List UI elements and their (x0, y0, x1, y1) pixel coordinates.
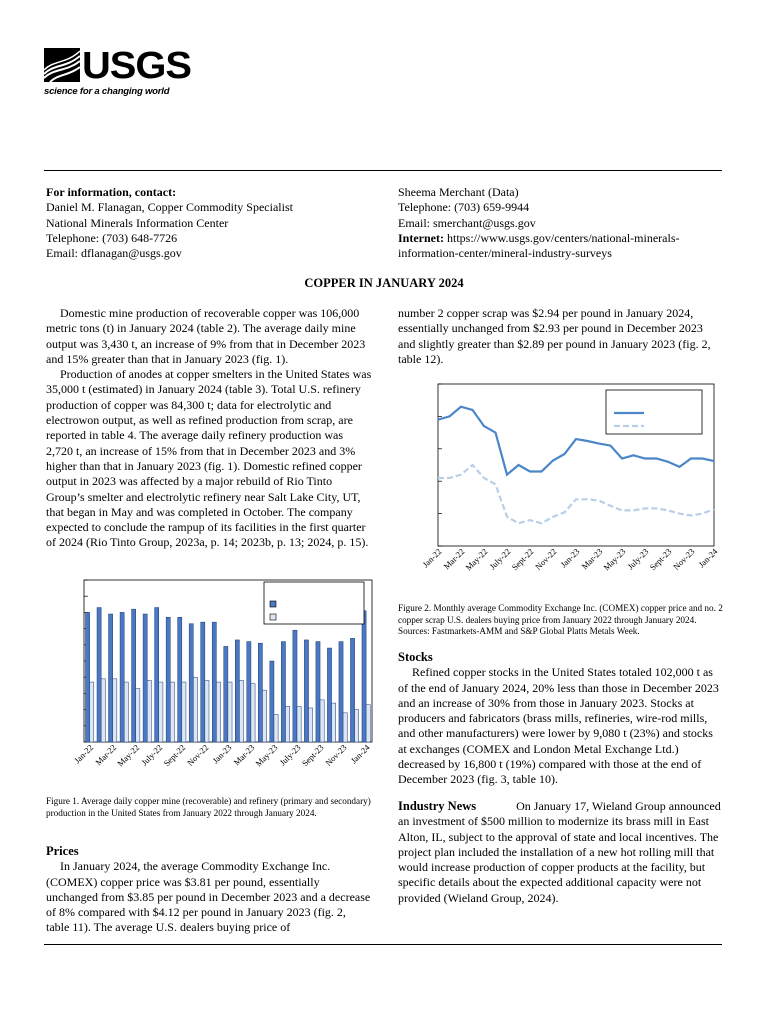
stocks-heading: Stocks (398, 650, 433, 664)
fig2-x-tick-label: May-22 (463, 546, 490, 573)
fig1-x-tick-label: Nov-22 (184, 742, 211, 768)
fig1-x-tick-label: Nov-23 (323, 742, 349, 768)
fig1-x-tick-label: Mar-22 (93, 742, 119, 768)
fig1-bar-refinery (355, 710, 359, 742)
fig1-bar-mine (316, 642, 320, 742)
industry-news-lead: On January 17, Wieland Group announced (516, 799, 721, 813)
logo-tagline: science for a changing world (44, 86, 170, 97)
data-contact-phone: Telephone: (703) 659-9944 (398, 200, 530, 215)
fig1-bar-refinery (113, 679, 117, 742)
fig1-x-tick-label: July-23 (277, 742, 303, 768)
fig1-bar-mine (178, 617, 182, 742)
fig1-x-tick-label: May-23 (253, 742, 280, 769)
fig2-x-tick-label: Nov-23 (670, 546, 697, 572)
fig1-bar-mine (362, 611, 366, 742)
fig1-bar-mine (258, 643, 262, 742)
fig1-bar-mine (132, 609, 136, 742)
fig2-x-tick-label: July-23 (625, 546, 651, 572)
stocks-paragraph: Refined copper stocks in the United States totaled 102,000 t as of the end of January 2024, 20% less than those in December 2023 and an increase of 30% from those in January 2023. Stocks at producers and fabricators (brass mills, refineries, wire-rod mills, and other manufacturers) were lower by 9,080 t (23%) and stocks at exchanges (COMEX and London Metal Exchange Ltd.) decreased by 16,800 t (19%) compared with those at the end of December 2023 (fig. 3, table 10). (398, 665, 719, 787)
industry-news-section (398, 799, 723, 906)
fig1-legend-mine-swatch (270, 601, 276, 607)
figure-2-chart (398, 376, 728, 596)
fig2-x-tick-label: May-23 (601, 546, 628, 573)
fig1-bar-refinery (170, 682, 174, 742)
industry-news-paragraph: an investment of $500 million to modernize its brass mill in East Alton, IL, subject to the approval of state and local incentives. The project plan included the installation of a new hot rolling mill that would increase production of copper products at the facility, but specific details about the expected additional capacity were not provided (Wieland Group, 2024). (398, 814, 719, 905)
fig1-bar-refinery (320, 700, 324, 742)
contact-heading: For information, contact: (46, 185, 177, 199)
data-contact-name: Sheema Merchant (Data) (398, 185, 519, 199)
fig1-bar-refinery (262, 690, 266, 742)
fig1-bar-refinery (136, 689, 140, 742)
industry-news-heading: Industry News (398, 799, 477, 813)
prices-paragraph: In January 2024, the average Commodity Exchange Inc. (COMEX) copper price was $3.81 per pound, essentially unchanged from $3.85 per pound in December 2023 and a decrease of 8% compared with $4.12 per pound in January 2023 (fig. 2, table 11). The average U.S. dealers buying price of (46, 859, 371, 935)
fig1-x-tick-label: May-22 (115, 742, 142, 769)
data-contact-email[interactable]: Email: smerchant@usgs.gov (398, 215, 536, 230)
fig1-bar-mine (247, 642, 251, 742)
fig1-bar-mine (339, 642, 343, 742)
right-column-text (398, 306, 723, 367)
fig1-bar-refinery (147, 680, 151, 742)
fig1-bar-refinery (285, 706, 289, 742)
fig2-x-labels (420, 546, 720, 573)
fig1-bar-mine (281, 642, 285, 742)
internet-link-2[interactable]: information-center/mineral-industry-surveys (398, 246, 612, 261)
fig2-x-tick-label: Nov-22 (532, 546, 559, 572)
fig2-x-tick-label: Mar-22 (441, 546, 467, 572)
fig1-bar-refinery (216, 682, 220, 742)
prices-heading: Prices (46, 844, 79, 858)
fig1-bar-mine (120, 612, 124, 742)
fig1-bar-refinery (90, 682, 94, 742)
fig1-bar-refinery (297, 706, 301, 742)
fig1-bar-mine (293, 630, 297, 742)
fig1-bar-refinery (309, 708, 313, 742)
fig2-x-tick-label: July-22 (487, 546, 513, 572)
page-title: COPPER IN JANUARY 2024 (304, 276, 464, 290)
fig1-bar-refinery (193, 677, 197, 742)
contact-block (46, 185, 386, 261)
fig1-bar-mine (189, 624, 193, 742)
usgs-logo (44, 46, 194, 100)
data-contact-block (398, 185, 728, 261)
contact-phone: Telephone: (703) 648-7726 (46, 230, 178, 245)
fig1-x-tick-label: Jan-24 (348, 742, 372, 766)
fig1-bar-mine (212, 622, 216, 742)
smelter-refinery-paragraph: Production of anodes at copper smelters in the United States was 35,000 t (estimated) in January 2024 (table 3). Total U.S. refinery production of copper was 84,300 t; data for electrolytic and electrowon output, as well as refined production from scrap, are reported in table 4. The average daily refinery production was 2,720 t, an increase of 15% from that in December 2023 and 3% higher than that in January 2023 (fig. 1). Domestic refined copper output in 2023 was affected by a major rebuild of Rio Tinto Group’s smelter and electrolytic refinery near Salt Lake City, UT, that began in May and was completed in October. The company expected to conclude the rampup of its facilities in the first quarter of 2024 (Rio Tinto Group, 2023a, p. 14; 2023b, p. 13; 2024, p. 15). (46, 367, 372, 550)
fig1-bar-refinery (182, 682, 186, 742)
fig1-bar-mine (327, 648, 331, 742)
fig1-legend-refinery-swatch (270, 614, 276, 620)
contact-org: National Minerals Information Center (46, 215, 229, 230)
fig1-bar-mine (86, 612, 90, 742)
fig1-x-tick-label: Mar-23 (231, 742, 257, 768)
fig1-bar-mine (304, 640, 308, 742)
fig1-bar-refinery (366, 705, 370, 742)
internet-label: Internet: (398, 230, 444, 245)
fig1-x-labels (72, 742, 372, 769)
fig1-bar-mine (155, 608, 159, 742)
fig1-bar-mine (109, 614, 113, 742)
fig1-x-tick-label: Sept-22 (161, 742, 188, 769)
fig1-bar-refinery (124, 682, 128, 742)
fig2-x-tick-label: Sept-22 (509, 546, 536, 573)
fig2-x-tick-label: Mar-23 (579, 546, 605, 572)
internet-link-1[interactable]: https://www.usgs.gov/centers/national-minerals- (443, 230, 680, 245)
fig2-x-tick-label: Jan-23 (558, 546, 582, 570)
fig1-bar-mine (201, 622, 205, 742)
fig1-bar-mine (97, 608, 101, 742)
fig1-bar-mine (166, 617, 170, 742)
fig1-bar-mine (270, 661, 274, 742)
fig1-x-tick-label: Jan-23 (210, 742, 234, 766)
fig2-x-tick-label: Jan-22 (420, 546, 444, 570)
figure-2-caption: Figure 2. Monthly average Commodity Exchange Inc. (COMEX) copper price and no. 2 copper scrap U.S. dealers buying price from January 2022 through January 2024. Sources: Fastmarkets-AMM and S&P Global Platts Metals Week. (398, 603, 723, 636)
scrap-price-paragraph: number 2 copper scrap was $2.94 per pound in January 2024, essentially unchanged from $2.93 per pound in December 2023 and slightly greater than $2.89 per pound in January 2023 (fig. 2, table 12). (398, 306, 711, 366)
prices-section (46, 844, 372, 936)
fig1-x-tick-label: July-22 (139, 742, 165, 768)
fig1-bar-refinery (159, 682, 163, 742)
fig1-x-tick-label: Sept-23 (299, 742, 326, 769)
bottom-rule (44, 944, 722, 945)
fig1-bar-mine (350, 638, 354, 742)
fig1-legend (264, 582, 364, 624)
usgs-wave-icon (44, 48, 80, 82)
stocks-section (398, 650, 723, 788)
fig1-bar-refinery (239, 680, 243, 742)
fig1-bar-mine (235, 640, 239, 742)
fig1-bar-refinery (251, 684, 255, 742)
top-rule (44, 170, 722, 171)
fig1-bar-refinery (205, 680, 209, 742)
fig1-bar-refinery (332, 703, 336, 742)
fig1-bar-refinery (228, 682, 232, 742)
figure-1-caption: Figure 1. Average daily copper mine (recoverable) and refinery (primary and secondary) production in the United States from January 2022 through January 2024. (46, 796, 371, 818)
fig2-x-tick-label: Jan-24 (696, 546, 720, 570)
fig1-bar-refinery (101, 679, 105, 742)
fig2-x-tick-label: Sept-23 (647, 546, 674, 573)
fig1-bar-mine (224, 646, 228, 742)
fig1-x-tick-label: Jan-22 (72, 742, 96, 766)
fig1-bar-mine (143, 614, 147, 742)
figure-1-chart (46, 576, 376, 792)
mine-production-paragraph: Domestic mine production of recoverable copper was 106,000 metric tons (t) in January 2024 (table 2). The average daily mine output was 3,430 t, an increase of 9% from that in December 2023 and 15% greater than that in January 2023 (fig. 1). (46, 306, 366, 366)
fig1-bar-refinery (343, 713, 347, 742)
logo-wordmark: USGS (82, 45, 191, 87)
contact-name: Daniel M. Flanagan, Copper Commodity Specialist (46, 200, 293, 215)
contact-email[interactable]: Email: dflanagan@usgs.gov (46, 246, 182, 261)
left-column-text (46, 306, 372, 551)
fig1-bar-refinery (274, 714, 278, 742)
